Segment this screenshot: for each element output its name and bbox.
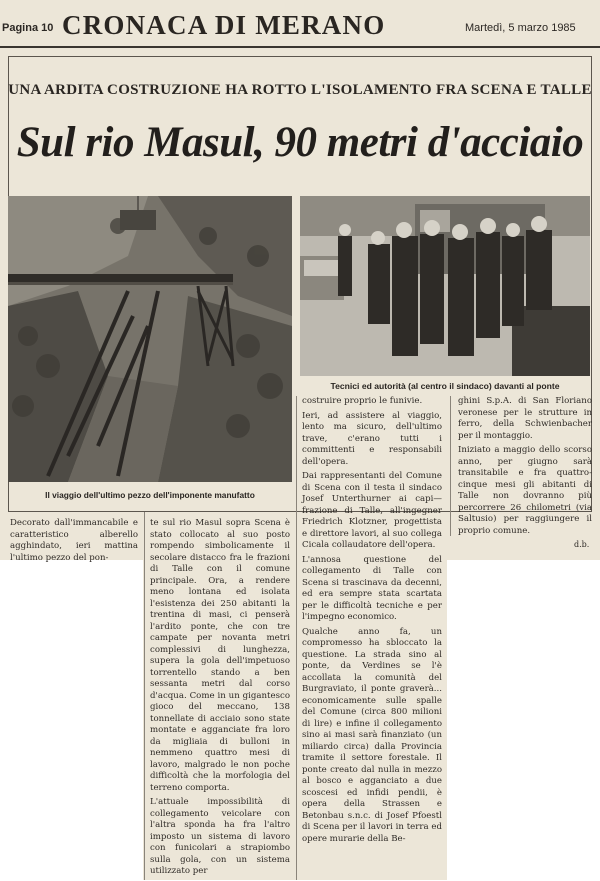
- column-divider: [296, 396, 297, 880]
- article-column-3: [302, 396, 442, 848]
- photo-caption-left: Il viaggio dell'ultimo pezzo dell'imponente manufatto: [45, 490, 255, 500]
- article-column-4: [458, 396, 592, 540]
- masthead-rule: [0, 46, 600, 48]
- bridge-construction-photo: [8, 196, 292, 482]
- column-divider: [450, 396, 451, 536]
- article-paragraph: Ieri, ad assistere al viaggio, lento ma sicuro, dell'ultimo trave, c'erano tutti i committenti e responsabili dell'opera.: [302, 410, 442, 467]
- page-number: Pagina 10: [2, 22, 54, 34]
- article-paragraph: L'annosa questione del collegamento di Talle con Scena si trascinava da decenni, ed era sempre stata scartata per le difficoltà tecniche e per l'impegno economico.: [302, 554, 442, 622]
- article-paragraph: te sul rio Masul sopra Scena è stato collocato al suo posto rompendo simbolicamente il secolare distacco fra le frazioni di Talle con il comune principale. Ora, a rendere meno lontana ed isolata l'esistenza dei 250 abitanti la trentina di masi, ci penserà l'ardito ponte, che con tre campate per novanta metri complessivi di lunghezza, supera la gola dell'impetuoso torrentello stando a ben sessanta metri dal corso d'acqua. Come in un gigantesco gioco del meccano, 138 tonnellate di acciaio sono state montate e agganciate fra loro da migliaia di bulloni in nemmeno quattro mesi di lavoro, malgrado le non poche difficoltà che la morfologia del terreno comporta.: [150, 518, 290, 793]
- article-paragraph: L'attuale impossibilità di collegamento veicolare con l'altra sponda ha fra l'altro imposto un sistema di lavoro con funicolari a strapiombo sulla gola, con un sistema utilizzato per: [150, 797, 290, 876]
- article-paragraph: ghini S.p.A. di San Floriano veronese per le strutture in ferro, della Schwienbacher per il montaggio.: [458, 396, 592, 441]
- issue-date: Martedì, 5 marzo 1985: [465, 22, 576, 34]
- article-paragraph: Qualche anno fa, un compromesso ha sbloccato la questione. La strada sino al ponte, da Verdines se l'è accollata la comunità del Burgraviato, il ponte graverà... economicamente sulle spalle del Comune (circa 800 milioni di lire) e infine il collegamento sino ai masi sarà finanziato (un miliardo circa) dalla Provincia tramite il settore forestale. Il ponte creato dal nulla in mezzo al bosco e agganciato a due scoscesi ed infidi pendii, è opera della Strassen e Betonbau s.n.c. di Josef Pfoestl di Scena per il lavori in terra ed opere murarie della Be-: [302, 626, 442, 844]
- article-column-1: [10, 518, 138, 567]
- officials-group-photo: [300, 196, 590, 376]
- article-kicker: UNA ARDITA COSTRUZIONE HA ROTTO L'ISOLAMENTO FRA SCENA E TALLE: [8, 82, 592, 98]
- article-column-2: [150, 518, 290, 881]
- article-paragraph: Decorato dall'immancabile e caratteristico alberello agghindato, ieri mattina l'ultimo pezzo del pon-: [10, 518, 138, 563]
- article-paragraph: Dai rappresentanti del Comune di Scena con il testa il sindaco Josef Unterthurner ai capi—frazione di Talle, all'ingegner Friedrich Klotzner, progettista e direttore lavori, al suo collega Cicala collaudatore dell'opera.: [302, 471, 442, 550]
- author-signature: d.b.: [574, 540, 590, 549]
- photo-caption-right: Tecnici ed autorità (al centro il sindaco) davanti al ponte: [330, 381, 560, 391]
- article-headline: Sul rio Masul, 90 metri d'acciaio: [16, 119, 584, 166]
- article-paragraph: costruire proprio le funivie.: [302, 396, 423, 406]
- column-divider: [144, 512, 145, 880]
- article-paragraph: Iniziato a maggio dello scorso anno, per giugno sarà transitabile e fra quattro-cinque mesi gli abitanti di Talle non dovranno più percorrere 26 chilometri (via Saltusio) per raggiungere il proprio comune.: [458, 445, 592, 536]
- section-title: CRONACA DI MERANO: [62, 10, 386, 40]
